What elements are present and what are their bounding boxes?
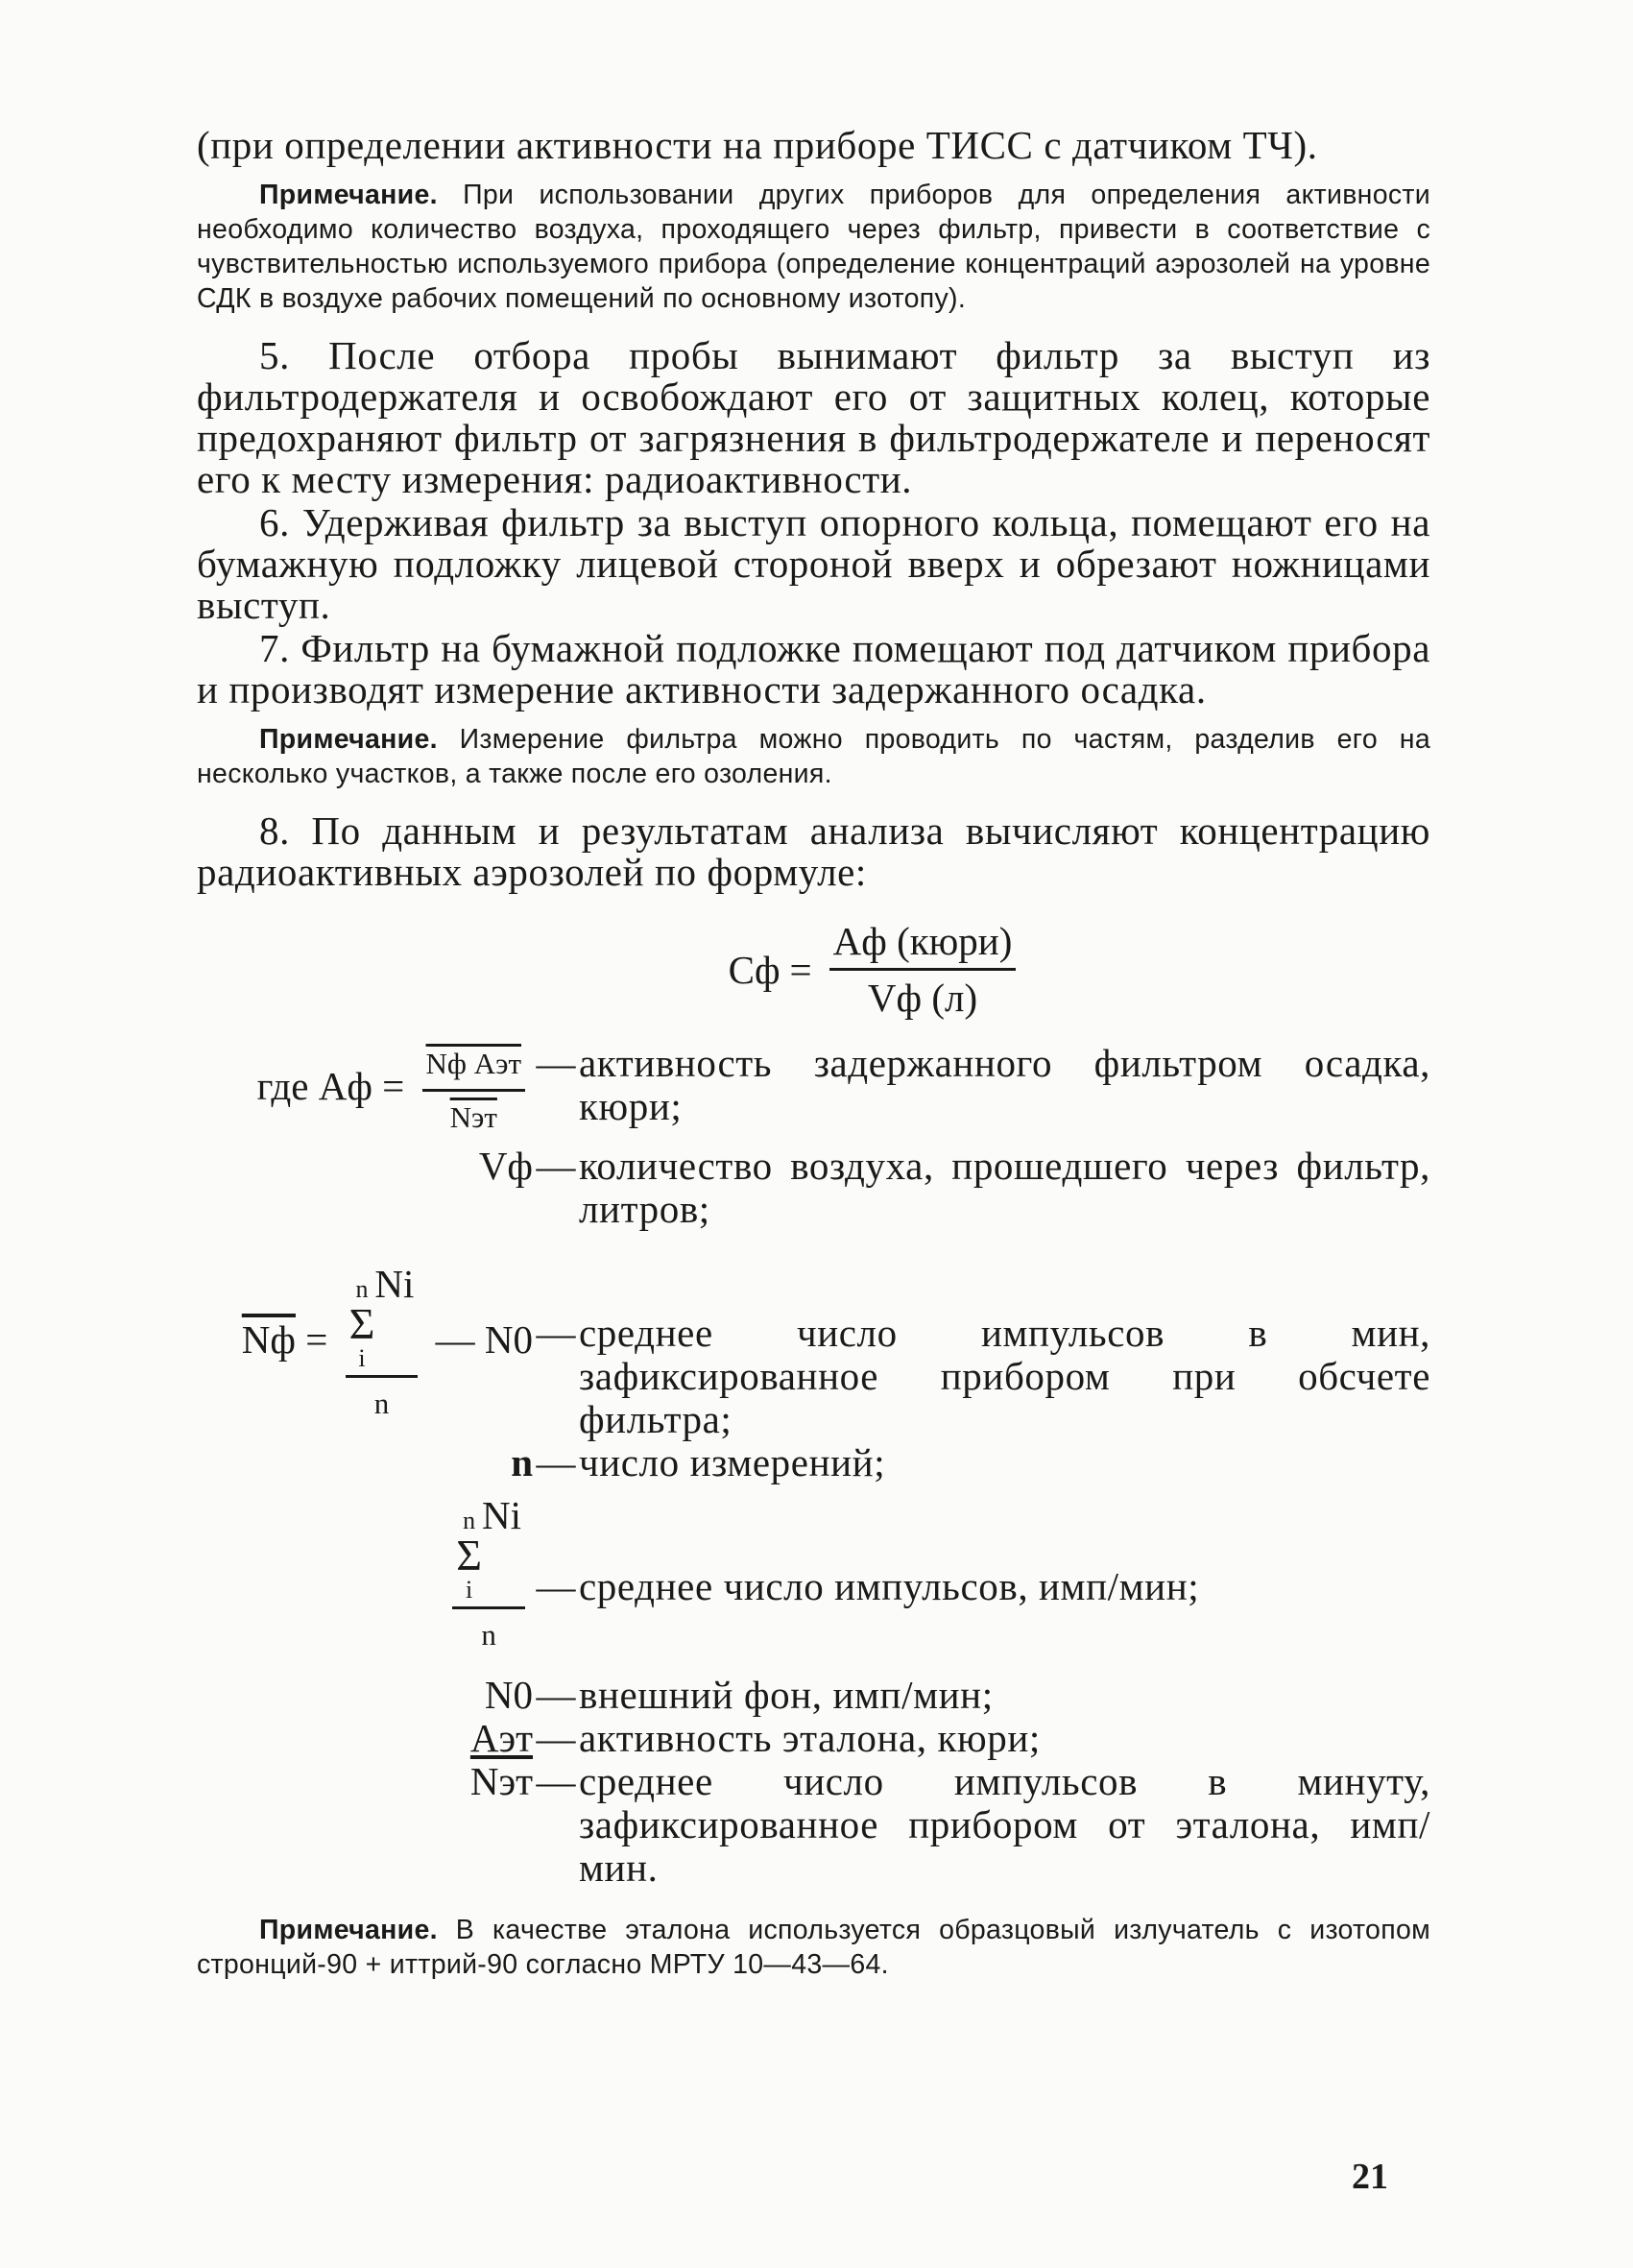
dash: —: [536, 1759, 576, 1803]
a-et-symbol: Aэт: [469, 1716, 533, 1760]
a-phi-description: активность задержанного фильтром осадка, кюри;: [579, 1041, 1430, 1128]
note-2-text: Измерение фильтра можно проводить по частям, разделив его на несколько участков, а также после его озоления.: [197, 724, 1430, 789]
mean-sum: [452, 1494, 525, 1609]
n-phi-symbol: Nф: [241, 1316, 296, 1362]
n-symbol: n: [511, 1440, 533, 1484]
paragraph-7: 7. Фильтр на бумажной подложке помещают под датчиком прибора и производят измерение активности задержанного осадка.: [197, 626, 1430, 712]
n0-symbol: N0: [484, 1673, 533, 1717]
sigma-icon: Σ: [456, 1531, 482, 1580]
n-et-symbol: Nэт: [469, 1759, 533, 1803]
paragraph-6: 6. Удерживая фильтр за выступ опорного кольца, помещают его на бумажную подложку лицевой стороной вверх и обрезают ножницами выступ.: [197, 500, 1430, 627]
def-n-et: [197, 1760, 1430, 1890]
def-n-phi: [197, 1231, 1430, 1441]
a-phi-equals: =: [382, 1063, 405, 1108]
main-formula: [197, 918, 1430, 1021]
n-et-description: среднее число импульсов в минуту, зафиксированное прибором от эталона, имп/мин.: [579, 1759, 1430, 1890]
def-a-phi: [197, 1042, 1430, 1139]
dash: —: [536, 1716, 576, 1760]
v-phi-description: количество воздуха, прошедшего через фильтр, литров;: [579, 1144, 1430, 1231]
note-1-label: Примечание.: [259, 180, 438, 210]
note-1-text: При использовании других приборов для определения активности необходимо количество воздуха, проходящего через фильтр, привести в соответствие с чувствительностью используемого прибора (определение концентраций аэрозолей на уровне СДК в воздухе рабочих помещений по основному изотопу).: [197, 180, 1430, 314]
a-et-description: активность эталона, кюри;: [579, 1716, 1041, 1760]
dash: —: [536, 1041, 576, 1085]
dash: —: [536, 1311, 576, 1355]
n0-description: внешний фон, имп/мин;: [579, 1673, 994, 1717]
formula-fraction: [829, 918, 1017, 1021]
def-a-et: [197, 1717, 1430, 1760]
def-n0: [197, 1656, 1430, 1717]
mean-description: среднее число импульсов, имп/мин;: [579, 1564, 1200, 1608]
formula-lhs: Сф: [728, 947, 780, 992]
note-2-label: Примечание.: [259, 724, 438, 755]
sum-variable: Ni: [482, 1493, 521, 1537]
sum-lower-limit: i: [465, 1576, 473, 1604]
n-phi-equals: =: [305, 1316, 328, 1362]
dash: —: [536, 1564, 576, 1608]
note-3-label: Примечание.: [259, 1915, 438, 1945]
n-phi-denominator: n: [373, 1387, 390, 1420]
note-3: [197, 1913, 1430, 1982]
dash: —: [536, 1144, 576, 1188]
paragraph-8: 8. По данным и результатам анализа вычисляют концентрацию радиоактивных аэрозолей по формуле:: [197, 808, 1430, 894]
intro-paragraph: (при определении активности на приборе ТИСС с датчиком ТЧ).: [197, 123, 1318, 167]
paragraph-5: 5. После отбора пробы вынимают фильтр за выступ из фильтродержателя и освобождают его от защитных колец, которые предохраняют фильтр от загрязнения в фильтродержателе и переносят его к месту измерения: радиоактивности.: [197, 333, 1430, 501]
page-content: [197, 125, 1430, 1982]
note-2: [197, 722, 1430, 791]
mean-fraction: [452, 1494, 525, 1656]
note-1: [197, 178, 1430, 316]
n-phi-background: — N0: [435, 1316, 533, 1362]
a-phi-fraction: [422, 1042, 525, 1139]
v-phi-symbol: Vф: [478, 1144, 533, 1188]
sum-upper-limit: n: [463, 1507, 476, 1534]
where-label: где: [256, 1063, 309, 1108]
note-3-text: В качестве эталона используется образцовый излучатель с изотопом стронций-90 + иттрий-90 согласно МРТУ 10—43—64.: [197, 1915, 1430, 1980]
sigma-icon: Σ: [348, 1299, 375, 1348]
n-phi-description: среднее число импульсов в мин, зафиксированное прибором при обсчете фильтра;: [579, 1311, 1430, 1441]
sum-upper-limit: n: [355, 1275, 369, 1303]
def-mean: [197, 1484, 1430, 1656]
sum-lower-limit: i: [358, 1344, 366, 1372]
mean-denominator: n: [481, 1618, 496, 1652]
n-description: число измерений;: [579, 1440, 886, 1484]
formula-equals: =: [789, 947, 812, 992]
formula-denominator: Vф (л): [867, 976, 978, 1020]
formula-numerator: Aф (кюри): [829, 918, 1017, 971]
def-v-phi: [197, 1139, 1430, 1231]
a-phi-symbol: Aф: [318, 1063, 372, 1108]
dash: —: [536, 1440, 576, 1484]
n-phi-fraction: [346, 1263, 419, 1425]
n-phi-sum: [346, 1263, 419, 1378]
a-phi-numerator: Nф Aэт: [422, 1042, 525, 1092]
dash: —: [536, 1673, 576, 1717]
sum-variable: Ni: [374, 1262, 415, 1306]
page-number: 21: [1352, 2157, 1388, 2197]
definitions-table: [197, 1042, 1430, 1890]
a-phi-denominator: Nэт: [449, 1100, 497, 1134]
def-n: [197, 1441, 1430, 1484]
